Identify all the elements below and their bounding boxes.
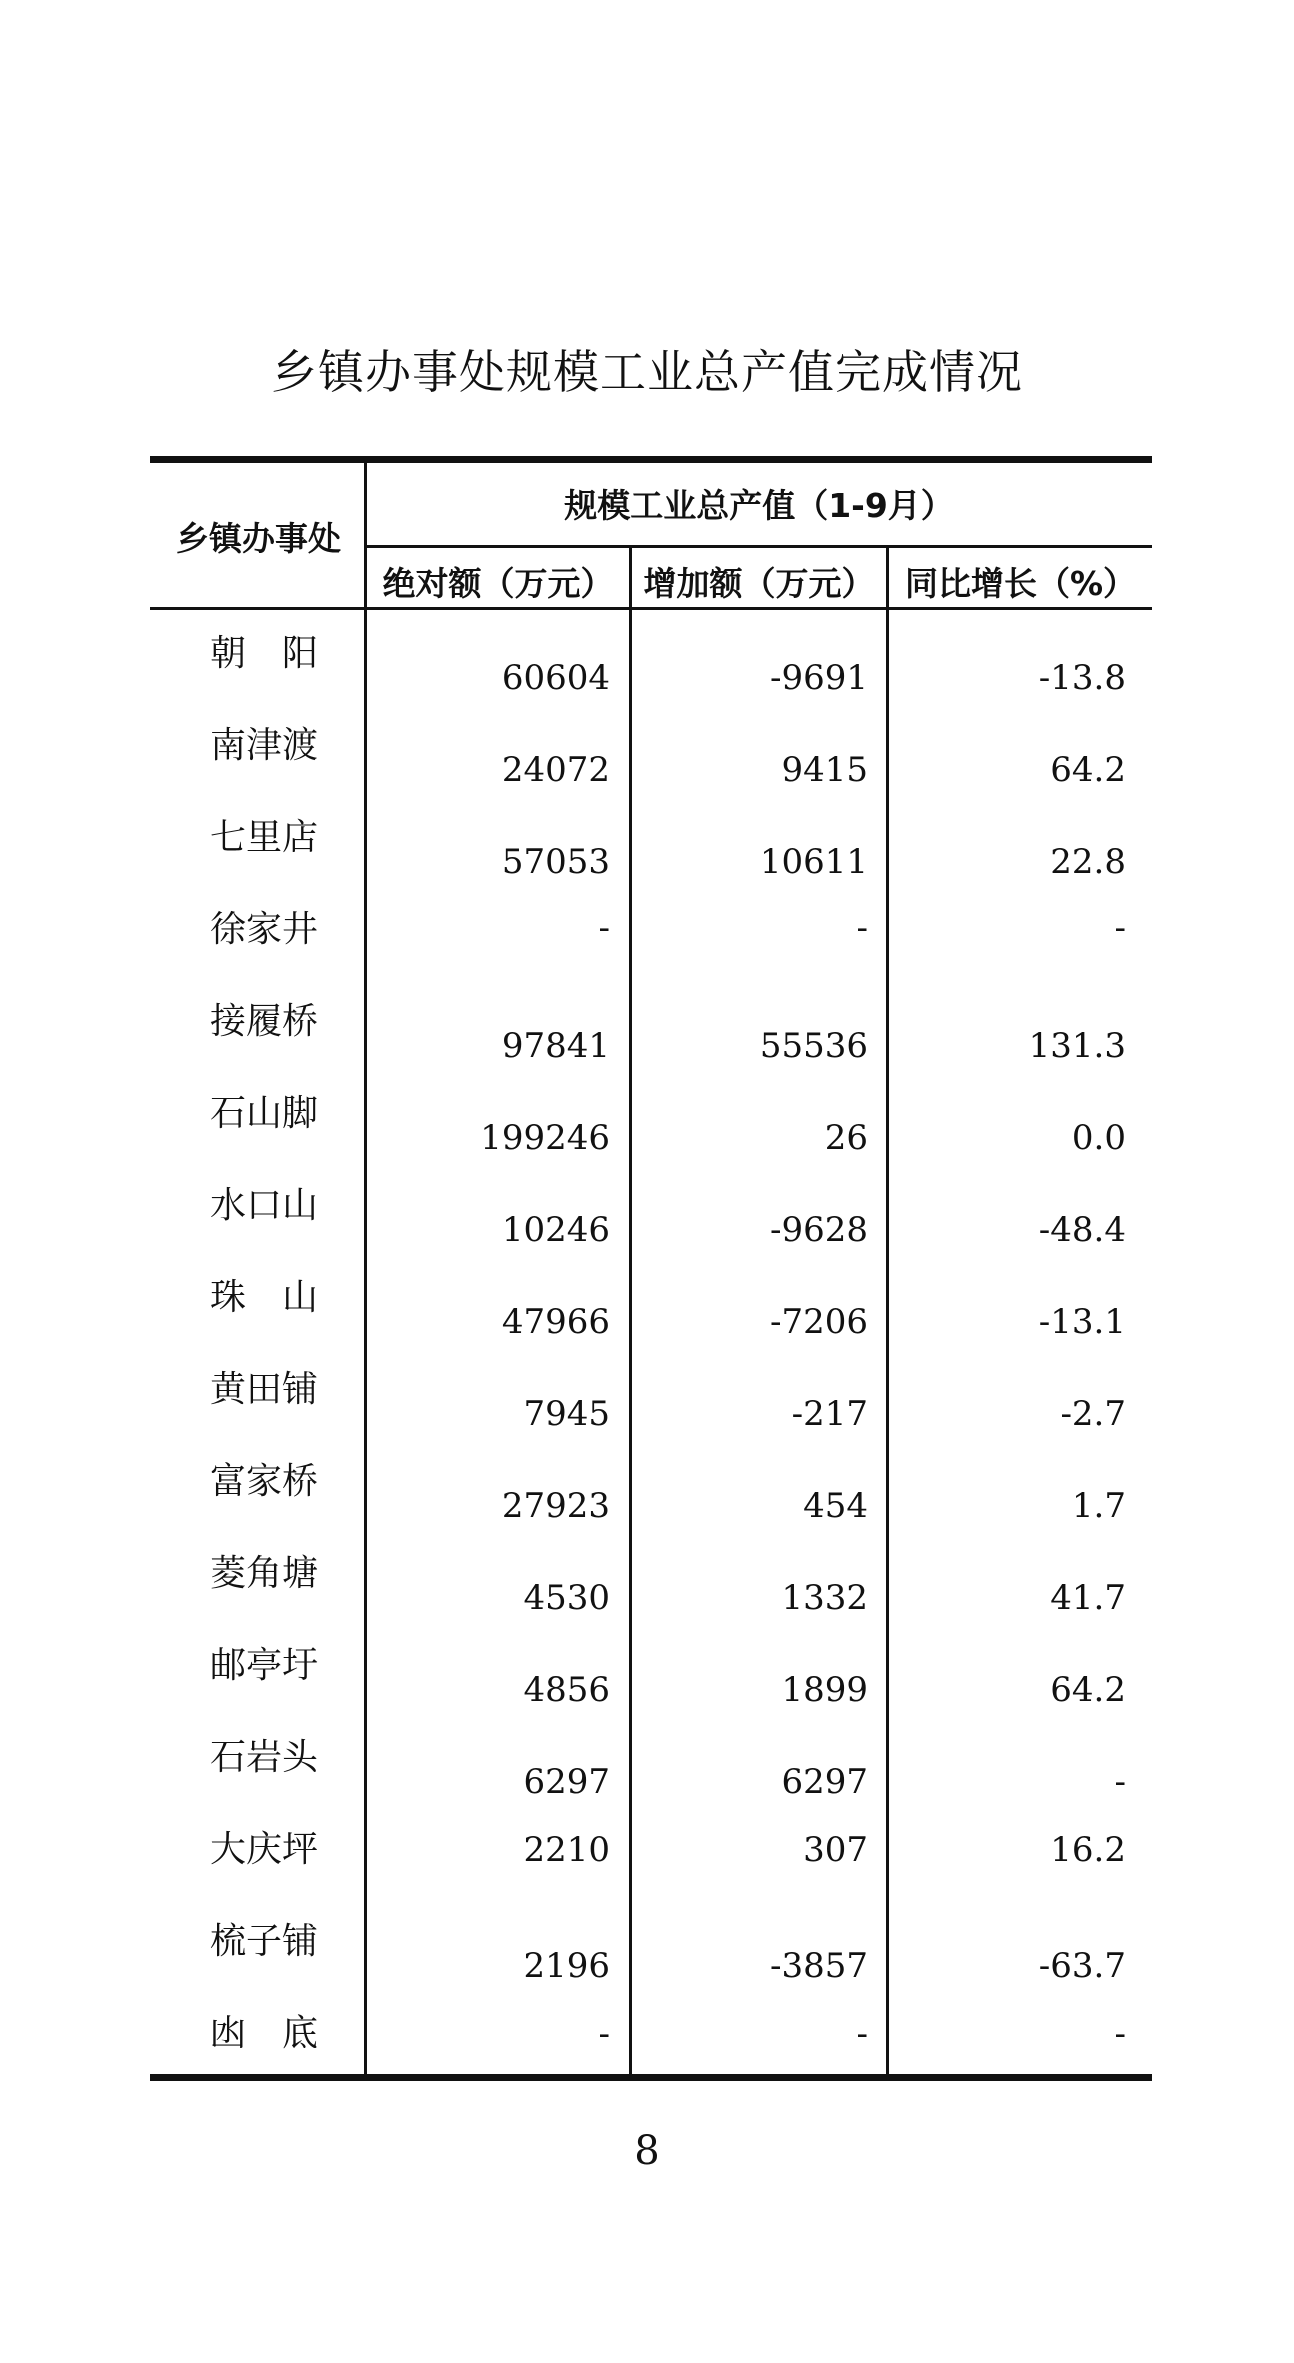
row-name: 水口山 — [210, 1185, 319, 1226]
row-name: 徐家井 — [210, 909, 319, 950]
row-growth-value: 41.7 — [1050, 1578, 1126, 1618]
row-growth-value: 1.7 — [1071, 1486, 1126, 1526]
row-name: 接履桥 — [210, 1001, 319, 1042]
group-header-rule — [366, 545, 1152, 548]
row-name: 朝 阳 — [210, 633, 319, 674]
row-name: 珠 山 — [210, 1277, 319, 1318]
row-growth-value: 131.3 — [1028, 1026, 1126, 1066]
row-name: 凼 底 — [210, 2013, 319, 2054]
row-increase-value: 307 — [803, 1830, 868, 1870]
row-increase-value: 454 — [803, 1486, 868, 1526]
row-growth-value: 0.0 — [1071, 1118, 1126, 1158]
page-title: 乡镇办事处规模工业总产值完成情况 — [271, 345, 1023, 399]
row-increase-value: -3857 — [769, 1946, 868, 1986]
row-name: 富家桥 — [210, 1461, 319, 1502]
row-increase-value: - — [856, 908, 868, 948]
row-name: 黄田铺 — [210, 1369, 319, 1410]
group-header: 规模工业总产值（1-9月） — [564, 486, 954, 525]
row-growth-value: - — [1114, 2014, 1126, 2054]
row-increase-value: -9628 — [769, 1210, 868, 1250]
row-increase-value: 6297 — [781, 1762, 868, 1802]
row-absolute-value: 6297 — [523, 1762, 610, 1802]
output-value-table — [150, 456, 1152, 2081]
row-absolute-value: 2210 — [523, 1830, 610, 1870]
row-absolute-value: - — [598, 908, 610, 948]
column-header-growth: 同比增长（%） — [904, 564, 1137, 603]
table-bottom-rule — [150, 2074, 1152, 2081]
row-growth-value: -2.7 — [1060, 1394, 1126, 1434]
row-absolute-value: 27923 — [501, 1486, 610, 1526]
row-increase-value: - — [856, 2014, 868, 2054]
row-absolute-value: 47966 — [501, 1302, 610, 1342]
row-absolute-value: 4856 — [523, 1670, 610, 1710]
row-increase-value: -217 — [791, 1394, 868, 1434]
row-growth-value: -48.4 — [1038, 1210, 1126, 1250]
table-top-rule — [150, 456, 1152, 463]
row-name: 石山脚 — [210, 1093, 319, 1134]
row-growth-value: - — [1114, 908, 1126, 948]
row-name: 菱角塘 — [210, 1553, 319, 1594]
row-name: 南津渡 — [210, 725, 319, 766]
row-growth-value: -13.8 — [1038, 658, 1126, 698]
row-growth-value: - — [1114, 1762, 1126, 1802]
row-absolute-value: 97841 — [501, 1026, 610, 1066]
row-increase-value: -9691 — [769, 658, 868, 698]
row-growth-value: 64.2 — [1050, 1670, 1126, 1710]
row-name: 七里店 — [210, 817, 319, 858]
row-label-header: 乡镇办事处 — [176, 519, 341, 558]
row-growth-value: -63.7 — [1038, 1946, 1126, 1986]
row-increase-value: 1332 — [781, 1578, 868, 1618]
row-absolute-value: 10246 — [501, 1210, 610, 1250]
row-absolute-value: 4530 — [523, 1578, 610, 1618]
row-increase-value: 10611 — [759, 842, 868, 882]
column-header-absolute: 绝对额（万元） — [382, 564, 614, 603]
header-bottom-rule — [150, 607, 1152, 610]
row-absolute-value: 2196 — [523, 1946, 610, 1986]
row-growth-value: 22.8 — [1050, 842, 1126, 882]
column-header-increase: 增加额（万元） — [643, 564, 875, 603]
row-name: 石岩头 — [210, 1737, 319, 1778]
row-growth-value: 64.2 — [1050, 750, 1126, 790]
row-increase-value: -7206 — [769, 1302, 868, 1342]
row-growth-value: 16.2 — [1050, 1830, 1126, 1870]
row-absolute-value: 7945 — [523, 1394, 610, 1434]
row-name: 梳子铺 — [210, 1921, 319, 1962]
row-absolute-value: 24072 — [501, 750, 610, 790]
page-number: 8 — [634, 2128, 660, 2174]
row-growth-value: -13.1 — [1038, 1302, 1126, 1342]
row-absolute-value: 57053 — [501, 842, 610, 882]
row-increase-value: 26 — [824, 1118, 868, 1158]
row-increase-value: 55536 — [759, 1026, 868, 1066]
row-absolute-value: - — [598, 2014, 610, 2054]
row-increase-value: 1899 — [781, 1670, 868, 1710]
row-absolute-value: 199246 — [480, 1118, 610, 1158]
row-increase-value: 9415 — [781, 750, 868, 790]
row-absolute-value: 60604 — [501, 658, 610, 698]
row-name: 大庆坪 — [210, 1829, 319, 1870]
row-name: 邮亭圩 — [210, 1645, 319, 1686]
